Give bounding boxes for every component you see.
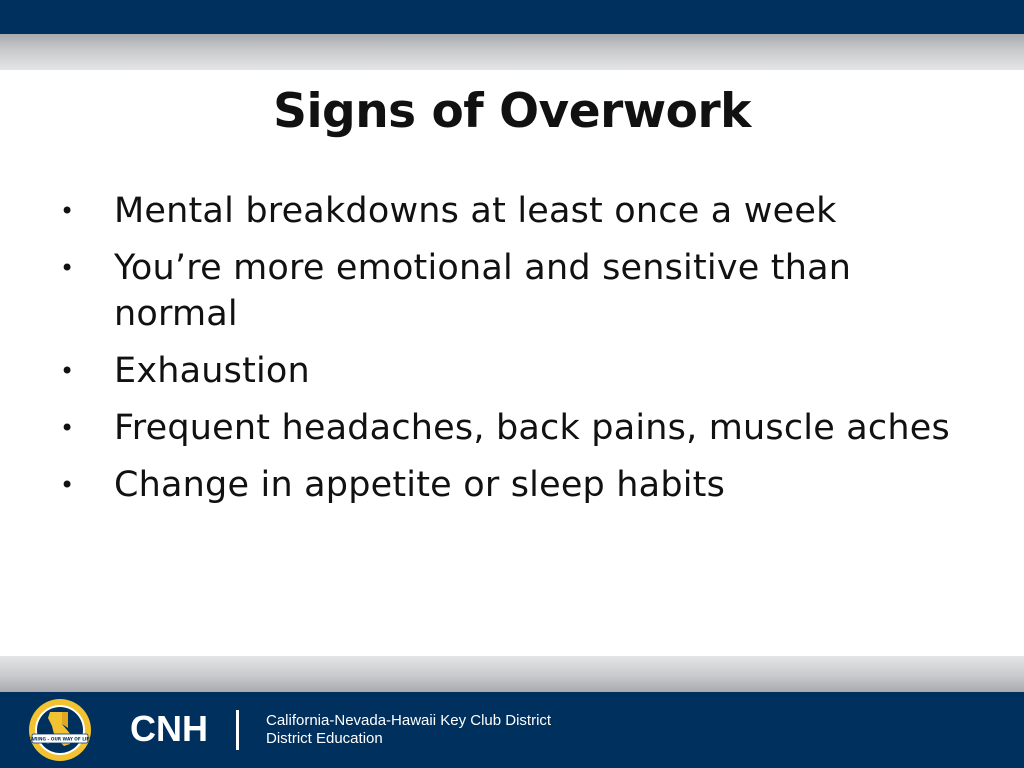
bullet-item: [56, 348, 956, 394]
bullet-item: [56, 245, 956, 337]
cnh-abbreviation: CNH: [130, 708, 208, 749]
bullet-text: Frequent headaches, back pains, muscle aches: [114, 408, 950, 448]
org-name: California-Nevada-Hawaii Key Club District: [266, 712, 552, 729]
bullet-icon: •: [60, 414, 75, 442]
bullet-text: Exhaustion: [114, 351, 310, 391]
bullet-item: [56, 405, 956, 451]
bullet-list: [56, 188, 956, 519]
footer-divider: [236, 710, 239, 750]
bullet-icon: •: [60, 254, 75, 282]
bullet-text: Change in appetite or sleep habits: [114, 465, 726, 505]
bullet-text: You’re more emotional and sensitive than normal: [114, 248, 852, 334]
top-gray-band: [0, 34, 1024, 70]
bullet-item: [56, 188, 956, 234]
bullet-item: [56, 462, 956, 508]
bottom-gray-band: [0, 656, 1024, 692]
footer: [0, 692, 1024, 768]
bullet-icon: •: [60, 197, 75, 225]
bullet-icon: •: [60, 471, 75, 499]
footer-text: [266, 712, 551, 748]
department-name: District Education: [266, 730, 383, 747]
key-club-logo-icon: [28, 698, 92, 762]
slide-title: Signs of Overwork: [273, 84, 751, 139]
bullet-text: Mental breakdowns at least once a week: [114, 191, 837, 231]
top-navy-band: [0, 0, 1024, 34]
bullet-icon: •: [60, 357, 75, 385]
logo-banner-text: CARING – OUR WAY OF LIFE: [28, 736, 92, 742]
